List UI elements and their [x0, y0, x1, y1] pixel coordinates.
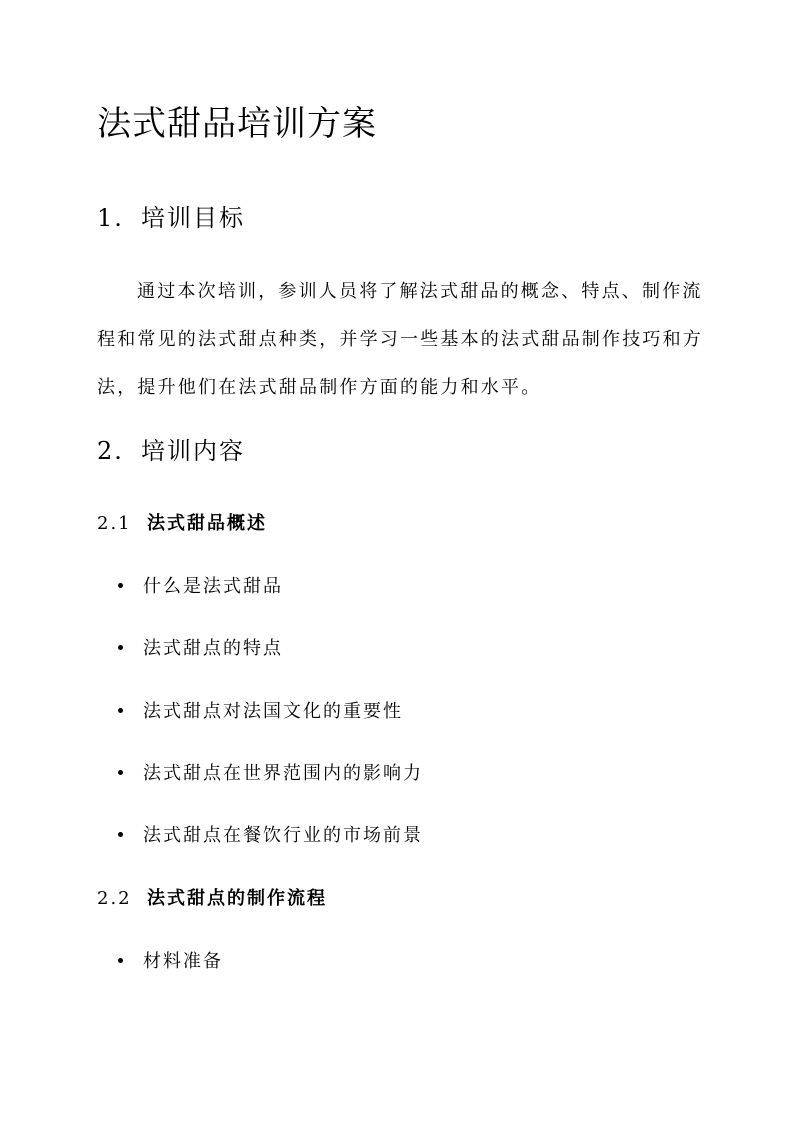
subsection-2-1-heading — [97, 509, 267, 535]
section-1-title: 培训目标 — [141, 204, 245, 232]
subsection-2-2-number: 2.2 — [97, 888, 132, 909]
section-2-number: 2. — [97, 437, 124, 465]
section-1-heading — [97, 198, 245, 233]
section-1-number: 1. — [97, 204, 124, 232]
bullet-icon — [118, 583, 123, 588]
bullet-icon — [118, 832, 123, 837]
subsection-2-2-heading — [97, 884, 327, 910]
list-item: 法式甜点在世界范围内的影响力 — [118, 759, 423, 785]
list-item: 材料准备 — [118, 947, 223, 973]
bullet-icon — [118, 708, 123, 713]
subsection-2-2-title: 法式甜点的制作流程 — [147, 888, 327, 909]
bullet-icon — [118, 958, 123, 963]
section-2-title: 培训内容 — [141, 437, 245, 465]
section-1-paragraph: 通过本次培训，参训人员将了解法式甜品的概念、特点、制作流程和常见的法式甜点种类，并学习一些基本的法式甜品制作技巧和方法，提升他们在法式甜品制作方面的能力和水平。 — [97, 281, 703, 398]
bullet-icon — [118, 770, 123, 775]
list-item: 法式甜点在餐饮行业的市场前景 — [118, 821, 423, 847]
subsection-2-1-title: 法式甜品概述 — [147, 513, 267, 534]
list-item: 法式甜点的特点 — [118, 634, 283, 660]
list-item: 法式甜点对法国文化的重要性 — [118, 697, 403, 723]
list-item: 什么是法式甜品 — [118, 572, 283, 598]
bullet-icon — [118, 645, 123, 650]
subsection-2-1-number: 2.1 — [97, 513, 132, 534]
section-2-heading — [97, 431, 245, 466]
document-title: 法式甜品培训方案 — [97, 104, 377, 144]
